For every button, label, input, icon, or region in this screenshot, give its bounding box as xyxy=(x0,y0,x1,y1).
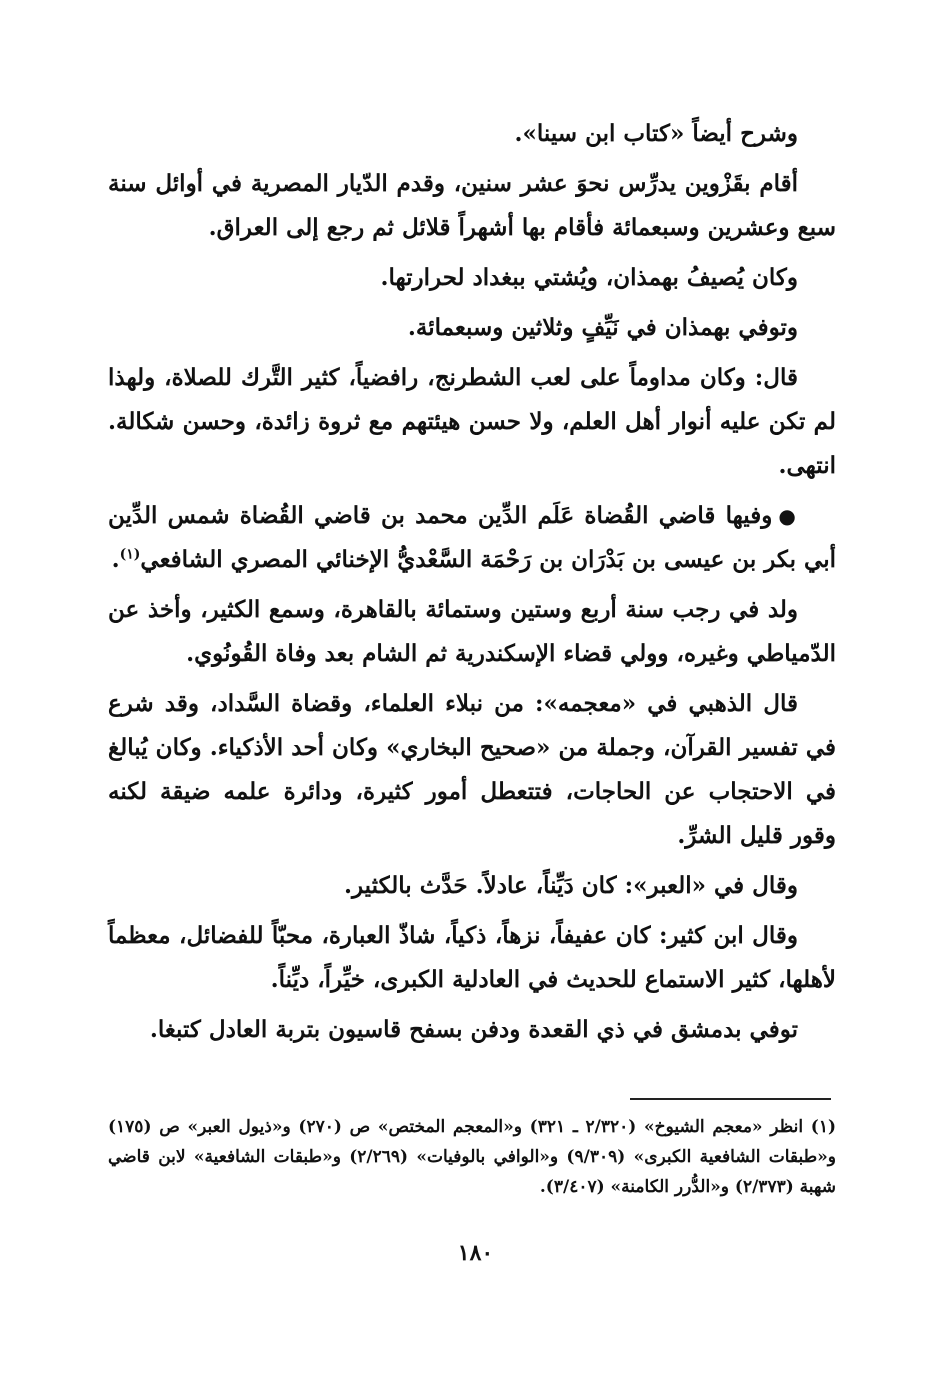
footnote-reference: (١) xyxy=(119,546,141,563)
paragraph-10: وقال ابن كثير: كان عفيفاً، نزهاً، ذكياً، شاذّ العبارة، محبّاً للفضائل، معظماً لأهلها، كثير الاستماع للحديث في العادلية الكبرى، خيِّراً، ديِّناً. xyxy=(108,922,836,993)
paragraph-5: قال: وكان مداوماً على لعب الشطرنج، رافضياً، كثير التَّرك للصلاة، ولهذا لم تكن عليه أنوار أهل العلم، ولا حسن هيئتهم مع ثروة زائدة، وحسن شكالة. انتهى. xyxy=(108,364,836,479)
footnote-divider xyxy=(630,1098,831,1100)
paragraph-7: ولد في رجب سنة أربع وستين وستمائة بالقاهرة، وسمع الكثير، وأخذ عن الدّمياطي وغيره، وولي قضاء الإسكندرية ثم الشام بعد وفاة القُونُوي. xyxy=(108,596,836,667)
footnotes xyxy=(108,1112,836,1202)
paragraph-1: وشرح أيضاً «كتاب ابن سينا». xyxy=(514,120,798,147)
paragraph-11: توفي بدمشق في ذي القعدة ودفن بسفح قاسيون بتربة العادل كتبغا. xyxy=(149,1016,798,1043)
paragraph-4: وتوفي بهمذان في نَيِّفٍ وثلاثين وسبعمائة. xyxy=(407,314,798,341)
paragraph-6-tail: . xyxy=(111,546,120,573)
paragraph-6-text: وفيها قاضي القُضاة عَلَم الدِّين محمد بن قاضي القُضاة شمس الدِّين أبي بكر بن عيسى بن بَدْرَان بن رَحْمَة السَّعْديُّ الإخنائي المصري الشافعي xyxy=(108,502,836,573)
paragraph-8: قال الذهبي في «معجمه»: من نبلاء العلماء، وقضاة السَّداد، وقد شرع في تفسير القرآن، وجملة من «صحيح البخاري» وكان أحد الأذكياء. وكان يُبالغ في الاحتجاب عن الحاجات، فتتعطل أمور كثيرة، ودائرة علمه ضيقة لكنه وقور قليل الشرِّ. xyxy=(108,690,836,849)
footnote-1: (١) انظر «معجم الشيوخ» (٢/٣٢٠ ـ ٣٢١) و«المعجم المختص» ص (٢٧٠) و«ذيول العبر» ص (١٧٥) و«طبقات الشافعية الكبرى» (٩/٣٠٩) و«الوافي بالوفيات» (٢/٢٦٩) و«طبقات الشافعية» لابن قاضي شهبة (٢/٣٧٣) و«الدُّرر الكامنة» (٣/٤٠٧). xyxy=(108,1117,837,1197)
paragraph-9: وقال في «العبر»: كان دَيِّناً، عادلاً. حَدَّث بالكثير. xyxy=(343,872,798,899)
bullet-icon: ● xyxy=(778,504,798,528)
paragraph-6 xyxy=(108,494,836,582)
main-text xyxy=(108,112,836,1052)
paragraph-2: أقام بقَزْوين يدرِّس نحوَ عشر سنين، وقدم الدّيار المصرية في أوائل سنة سبع وعشرين وسبعمائة فأقام بها أشهراً قلائل ثم رجع إلى العراق. xyxy=(108,170,836,241)
paragraph-3: وكان يُصيفُ بهمذان، ويُشتي ببغداد لحرارتها. xyxy=(380,264,798,291)
page-number: ١٨٠ xyxy=(457,1240,494,1266)
